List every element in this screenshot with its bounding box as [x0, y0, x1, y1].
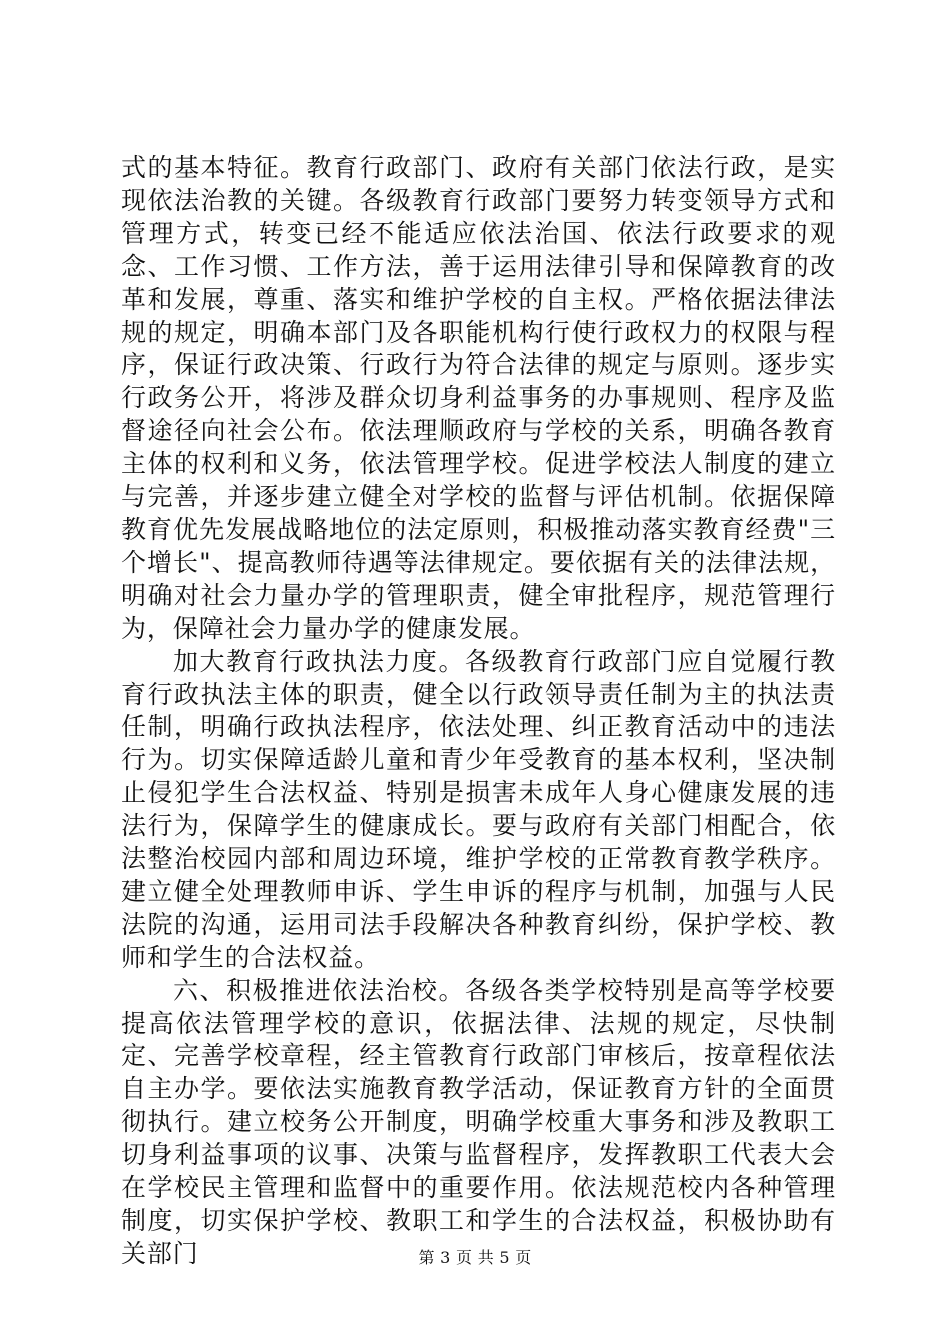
page-footer: 第 3 页 共 5 页 — [418, 1248, 532, 1267]
paragraph-1: 式的基本特征。教育行政部门、政府有关部门依法行政，是实现依法治教的关键。各级教育行政部门要努力转变领导方式和管理方式，转变已经不能适应依法治国、依法行政要求的观念、工作习惯、工作方法，善于运用法律引导和保障教育的改革和发展，尊重、落实和维护学校的自主权。严格依据法律法规的规定，明确本部门及各职能机构行使行政权力的权限与程序，保证行政决策、行政行为符合法律的规定与原则。逐步实行政务公开，将涉及群众切身利益事务的办事规则、程序及监督途径向社会公布。依法理顺政府与学校的关系，明确各教育主体的权利和义务，依法管理学校。促进学校法人制度的建立与完善，并逐步建立健全对学校的监督与评估机制。依据保障教育优先发展战略地位的法定原则，积极推动落实教育经费"三个增长"、提高教师待遇等法律规定。要依据有关的法律法规，明确对社会力量办学的管理职责，健全审批程序，规范管理行为，保障社会力量办学的健康发展。 — [121, 153, 836, 643]
document-body — [121, 152, 836, 1271]
paragraph-2: 加大教育行政执法力度。各级教育行政部门应自觉履行教育行政执法主体的职责，健全以行政领导责任制为主的执法责任制，明确行政执法程序，依法处理、纠正教育活动中的违法行为。切实保障适龄儿童和青少年受教育的基本权利，坚决制止侵犯学生合法权益、特别是损害未成年人身心健康发展的违法行为，保障学生的健康成长。要与政府有关部门相配合，依法整治校园内部和周边环境，维护学校的正常教育教学秩序。建立健全处理教师申诉、学生申诉的程序与机制，加强与人民法院的沟通，运用司法手段解决各种教育纠纷，保护学校、教师和学生的合法权益。 — [121, 646, 836, 972]
paragraph-3: 六、积极推进依法治校。各级各类学校特别是高等学校要提高依法管理学校的意识，依据法律、法规的规定，尽快制定、完善学校章程，经主管教育行政部门审核后，按章程依法自主办学。要依法实施教育教学活动，保证教育方针的全面贯彻执行。建立校务公开制度，明确学校重大事务和涉及教职工切身利益事项的议事、决策与监督程序，发挥教职工代表大会在学校民主管理和监督中的重要作用。依法规范校内各种管理制度，切实保护学校、教职工和学生的合法权益，积极协助有关部门 — [121, 975, 836, 1268]
